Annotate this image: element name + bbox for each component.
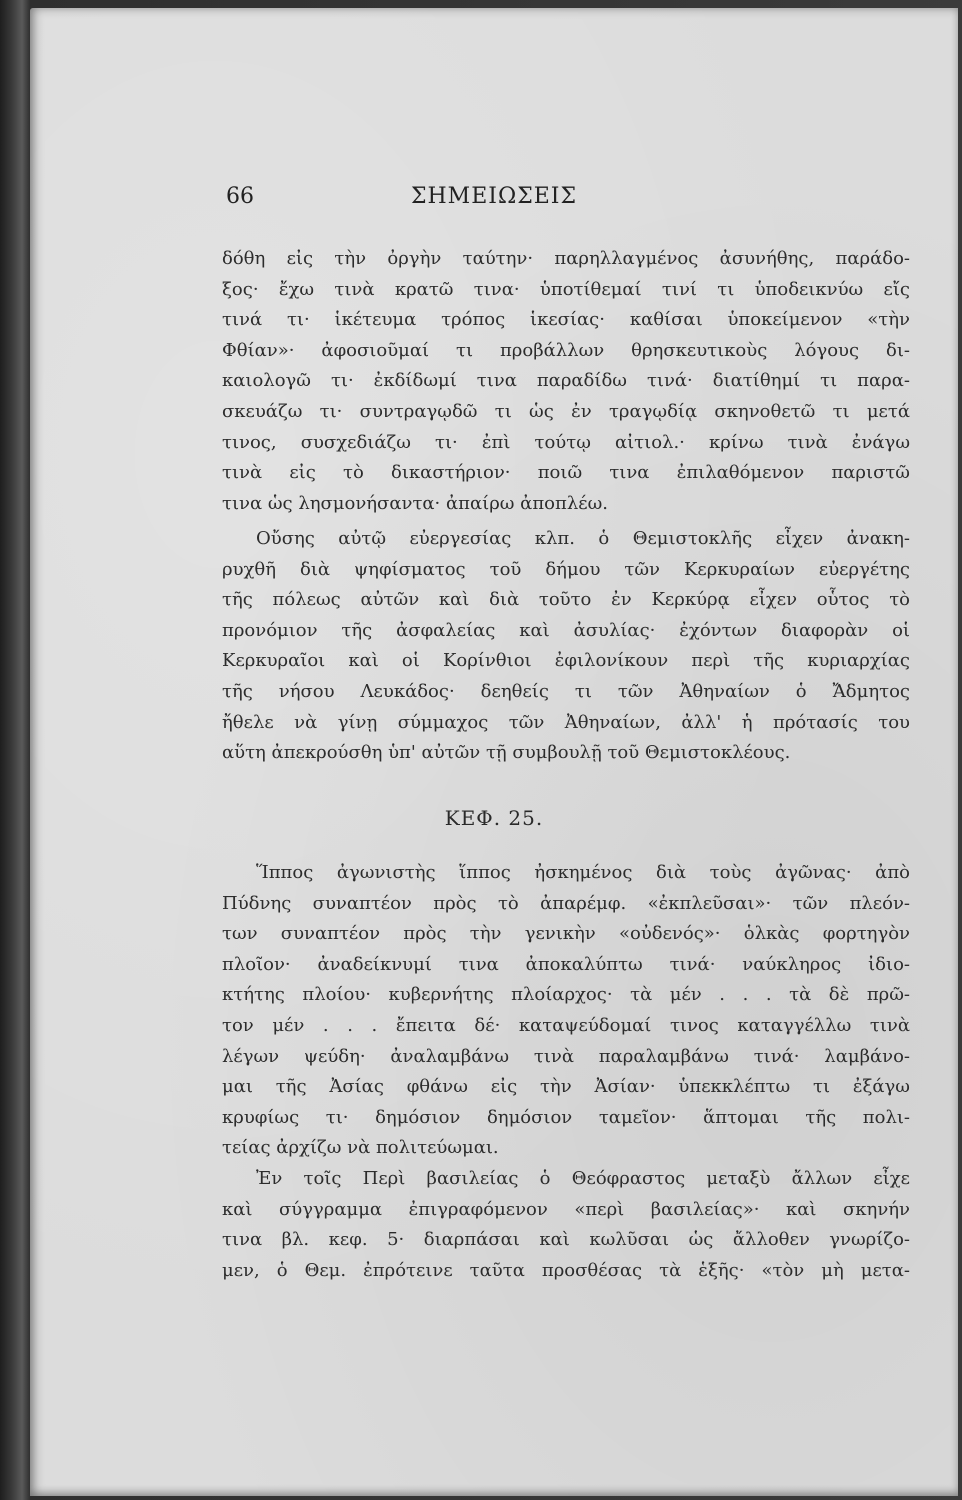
text-line: τινα ὡς λησμονήσαντα· ἀπαίρω ἀποπλέω. xyxy=(222,492,608,514)
text-line: τῆς πόλεως αὐτῶν καὶ διὰ τοῦτο ἐν Κερκύρᾳ εἶχεν οὗτος τὸ xyxy=(222,589,910,611)
text-line: καιολογῶ τι· ἐκδίδωμί τινα παραδίδω τινά· διατίθημί τι παρα- xyxy=(222,370,910,392)
section-title: ΣΗΜΕΙΩΣΕΙΣ xyxy=(410,184,578,209)
text-line: μεν, ὁ Θεμ. ἐπρότεινε ταῦτα προσθέσας τὰ ἑξῆς· «τὸν μὴ μετα- xyxy=(222,1259,910,1281)
text-line: μαι τῆς Ἀσίας φθάνω εἰς τὴν Ἀσίαν· ὑπεκκλέπτω τι ἐξάγω xyxy=(222,1076,910,1098)
text-line: κτήτης πλοίου· κυβερνήτης πλοίαρχος· τὰ μέν . . . τὰ δὲ πρῶ- xyxy=(222,984,910,1006)
book-page xyxy=(30,8,958,1496)
paragraph-themistocles xyxy=(222,524,910,769)
text-line: Οὔσης αὐτῷ εὐεργεσίας κλπ. ὁ Θεμιστοκλῆς εἶχεν ἀνακη- xyxy=(256,528,910,549)
text-line: καὶ σύγγραμμα ἐπιγραφόμενον «περὶ βασιλείας»· καὶ σκηνήν xyxy=(222,1198,910,1220)
running-head xyxy=(30,184,958,216)
text-line: αὕτη ἀπεκρούσθη ὑπ' αὐτῶν τῇ συμβουλῇ τοῦ Θεμιστοκλέους. xyxy=(222,742,791,764)
text-line: τῆς νήσου Λευκάδος· δεηθείς τι τῶν Ἀθηναίων ὁ Ἄδμητος xyxy=(222,680,910,702)
text-line: Ἐν τοῖς Περὶ βασιλείας ὁ Θεόφραστος μεταξὺ ἄλλων εἶχε xyxy=(256,1167,910,1189)
text-line: δόθη εἰς τὴν ὀργὴν ταύτην· παρηλλαγμένος ἀσυνήθης, παράδο- xyxy=(222,248,910,269)
text-line: τινα βλ. κεφ. 5· διαρπάσαι καὶ κωλῦσαι ὡς ἄλλοθεν γνωρίζο- xyxy=(222,1229,910,1251)
text-line: σκευάζω τι· συντραγῳδῶ τι ὡς ἐν τραγῳδίᾳ σκηνοθετῶ τι μετά xyxy=(222,400,910,422)
text-line: κρυφίως τι· δημόσιον δημόσιον ταμεῖον· ἅπτομαι τῆς πολι- xyxy=(222,1106,910,1128)
text-line: προνόμιον τῆς ἀσφαλείας καὶ ἀσυλίας· ἐχόντων διαφορὰν οἱ xyxy=(222,619,910,641)
text-line: τον μέν . . . ἔπειτα δέ· καταψεύδομαί τινος καταγγέλλω τινὰ xyxy=(222,1014,910,1036)
text-line: Κερκυραῖοι καὶ οἱ Κορίνθιοι ἐφιλονίκουν περὶ τῆς κυριαρχίας xyxy=(222,650,910,672)
text-line: λέγων ψεύδη· ἀναλαμβάνω τινὰ παραλαμβάνω τινά· λαμβάνο- xyxy=(222,1045,910,1067)
text-line: Ἵππος ἀγωνιστὴς ἵππος ἠσκημένος διὰ τοὺς ἀγῶνας· ἀπὸ xyxy=(256,862,910,883)
text-line: πλοῖον· ἀναδείκνυμί τινα ἀποκαλύπτω τινά· ναύκληρος ἰδιο- xyxy=(222,953,910,975)
page-number: 66 xyxy=(226,184,254,209)
text-line: ρυχθῆ διὰ ψηφίσματος τοῦ δήμου τῶν Κερκυραίων εὐεργέτης xyxy=(222,558,910,580)
text-line: τινὰ εἰς τὸ δικαστήριον· ποιῶ τινα ἐπιλαθόμενον παριστῶ xyxy=(222,462,910,484)
text-line: ξος· ἔχω τινὰ κρατῶ τινα· ὑποτίθεμαί τινί τι ὑποδεικνύω εἴς xyxy=(222,278,910,300)
text-line: Πύδνης συναπτέον πρὸς τὸ ἀπαρέμφ. «ἐκπλεῦσαι»· τῶν πλεόν- xyxy=(222,892,910,914)
text-line: ἤθελε νὰ γίνῃ σύμμαχος τῶν Ἀθηναίων, ἀλλ' ἡ πρότασίς του xyxy=(222,711,910,733)
paragraph-glossary-1 xyxy=(222,244,910,519)
text-line: τινά τι· ἱκέτευμα τρόπος ἱκεσίας· καθίσαι ὑποκείμενον «τὴν xyxy=(222,309,910,331)
text-line: τείας ἀρχίζω νὰ πολιτεύωμαι. xyxy=(222,1137,499,1159)
chapter-body xyxy=(222,858,910,1286)
text-line: των συναπτέον πρὸς τὴν γενικὴν «οὐδενός»· ὁλκὰς φορτηγὸν xyxy=(222,923,910,945)
text-line: Φθίαν»· ἀφοσιοῦμαί τι προβάλλων θρησκευτικοὺς λόγους δι- xyxy=(222,339,910,361)
text-line: τινος, συσχεδιάζω τι· ἐπὶ τούτῳ αἰτιολ.· κρίνω τινὰ ἐνάγω xyxy=(222,431,910,453)
chapter-heading: ΚΕΦ. 25. xyxy=(444,806,544,830)
